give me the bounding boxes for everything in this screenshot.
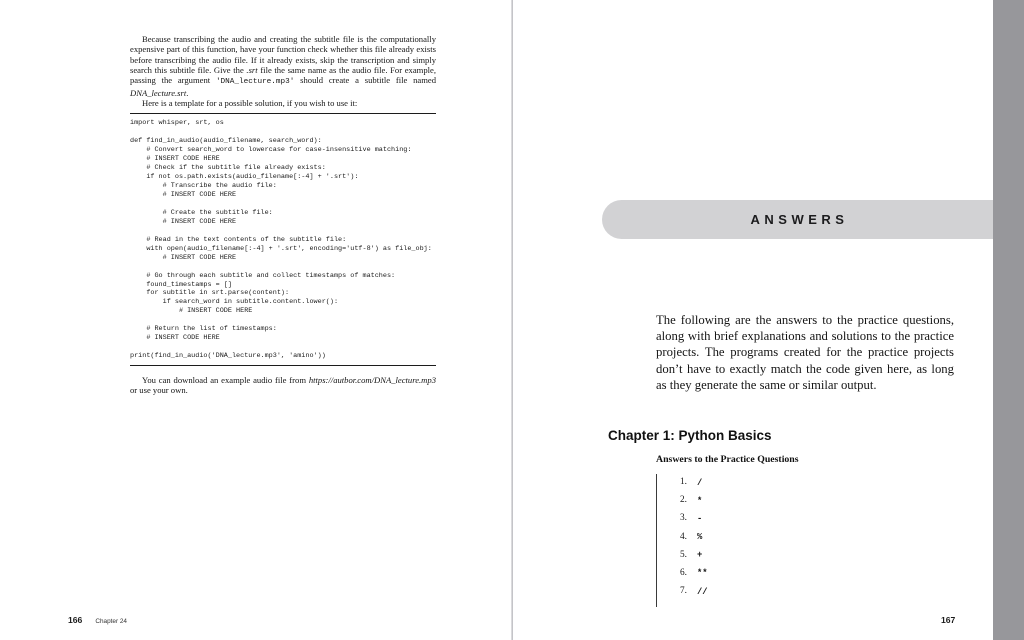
answer-item xyxy=(674,586,708,604)
code-line xyxy=(130,227,436,236)
practice-questions-subheading: Answers to the Practice Questions xyxy=(656,454,799,465)
code-line: # INSERT CODE HERE xyxy=(130,307,253,316)
download-note-paragraph xyxy=(130,375,436,396)
download-note-end: or use your own. xyxy=(130,385,188,396)
code-line: # INSERT CODE HERE xyxy=(130,334,220,343)
download-url-italic: https://autbor.com/DNA_lecture.mp3 xyxy=(308,375,436,386)
intro-text-mid: file the same name as the audio file. For example, passing the argument xyxy=(130,65,436,86)
answer-item xyxy=(674,532,708,550)
chapter-1-heading: Chapter 1: Python Basics xyxy=(608,428,772,443)
answer-value: - xyxy=(697,513,703,524)
code-line: if not os.path.exists(audio_filename[:-4] + '.srt'): xyxy=(130,173,359,182)
answer-item xyxy=(674,550,708,568)
code-line xyxy=(130,128,436,137)
code-line: # Transcribe the audio file: xyxy=(130,182,277,191)
code-line: found_timestamps = [] xyxy=(130,280,232,289)
srt-extension-italic: .srt xyxy=(246,65,258,76)
code-line: # INSERT CODE HERE xyxy=(130,217,237,226)
answer-number: 3. xyxy=(680,513,687,524)
answer-number: 2. xyxy=(680,495,687,506)
code-line: print(find_in_audio('DNA_lecture.mp3', 'amino')) xyxy=(130,352,326,361)
answers-banner-title: ANSWERS xyxy=(750,212,849,227)
intro-text-mid2: should create a subtitle file named xyxy=(294,75,436,86)
code-line: # Return the list of timestamps: xyxy=(130,325,277,334)
left-page-number: 166 xyxy=(68,615,83,625)
left-page-footer xyxy=(68,610,127,628)
answer-value: % xyxy=(697,532,703,543)
chapter-running-label: Chapter 24 xyxy=(95,618,127,625)
code-line: # INSERT CODE HERE xyxy=(130,191,237,200)
answer-value: // xyxy=(697,586,708,597)
answer-item xyxy=(674,477,708,495)
page-spine-divider xyxy=(511,0,513,640)
code-line xyxy=(130,263,436,272)
answer-value: ** xyxy=(697,568,708,579)
left-page-text-column xyxy=(130,34,436,396)
answer-item xyxy=(674,568,708,586)
right-page-footer xyxy=(941,610,955,628)
answers-section-banner xyxy=(602,200,993,239)
answer-number: 1. xyxy=(680,477,687,487)
template-lead-in-paragraph: Here is a template for a possible solution, if you wish to use it: xyxy=(142,98,358,109)
code-line xyxy=(130,200,436,209)
code-line: for subtitle in srt.parse(content): xyxy=(130,289,290,298)
code-line xyxy=(130,343,436,352)
answer-number: 6. xyxy=(680,567,687,578)
intro-period: . xyxy=(186,87,189,98)
code-line: # Convert search_word to lowercase for case-insensitive matching: xyxy=(130,146,412,155)
intro-paragraph xyxy=(130,34,436,98)
answer-number: 5. xyxy=(680,549,687,560)
answers-intro-paragraph: The following are the answers to the practice questions, along with brief explanations and solutions to the practice projects. The programs created for the practice projects don’t have to exactly match the code given here, as long as they generate the same or similar output. xyxy=(656,313,954,392)
code-line: with open(audio_filename[:-4] + '.srt', encoding='utf-8') as file_obj: xyxy=(130,244,432,253)
answer-item xyxy=(674,495,708,513)
answers-list xyxy=(656,474,708,607)
answer-number: 4. xyxy=(680,531,687,542)
code-line: # Read in the text contents of the subtitle file: xyxy=(130,235,347,244)
code-line: # Create the subtitle file: xyxy=(130,208,273,217)
code-line: # INSERT CODE HERE xyxy=(130,253,237,262)
srt-filename-italic: DNA_lecture.srt xyxy=(130,87,187,98)
code-line: # INSERT CODE HERE xyxy=(130,155,220,164)
code-listing xyxy=(130,113,436,366)
code-line: if search_word in subtitle.content.lower(): xyxy=(130,298,339,307)
intro-text: Because transcribing the audio and creating the subtitle file is the computationally expensive part of this function, have your function check whether this file already exists before transcribing the audio file. If it already exists, skip the transcription and simply search this subtitle file. Give the xyxy=(130,34,436,76)
code-line: # Go through each subtitle and collect timestamps of matches: xyxy=(130,271,396,280)
code-line xyxy=(130,316,436,325)
download-note-text: You can download an example audio file from xyxy=(142,375,309,386)
code-line: import whisper, srt, os xyxy=(130,119,224,128)
code-line: def find_in_audio(audio_filename, search_word): xyxy=(130,137,322,146)
answer-value: / xyxy=(697,477,703,488)
answer-item xyxy=(674,513,708,531)
mp3-filename-code: 'DNA_lecture.mp3' xyxy=(215,78,295,87)
answer-number: 7. xyxy=(680,586,687,597)
answer-value: + xyxy=(697,550,703,561)
answer-value: * xyxy=(697,495,703,506)
section-edge-tab xyxy=(993,0,1024,640)
right-page-number: 167 xyxy=(941,615,956,625)
code-line: # Check if the subtitle file already exists: xyxy=(130,164,326,173)
